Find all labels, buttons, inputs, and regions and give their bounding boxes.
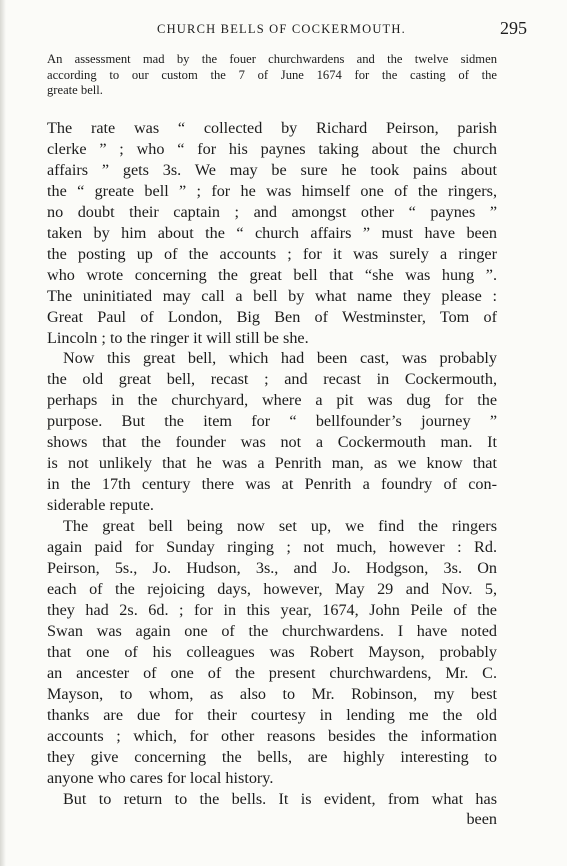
text-line: the posting up of the accounts ; for it was surely a ringer	[47, 244, 497, 263]
text-line: who wrote concerning the great bell that “she was hung ”.	[47, 265, 497, 284]
text-line: Lincoln ; to the ringer it will still be she.	[47, 328, 309, 347]
paragraph-first-line: Now this great bell, which had been cast, was probably	[63, 349, 497, 368]
text-line: siderable repute.	[47, 496, 154, 515]
text-line: again paid for Sunday ringing ; not much, however : Rd.	[47, 538, 497, 557]
text-line: Great Paul of London, Big Ben of Westminster, Tom of	[47, 307, 497, 326]
text-line: Mayson, to whom, as also to Mr. Robinson, my best	[47, 684, 497, 703]
paragraph-first-line: But to return to the bells. It is evident, from what has	[63, 789, 497, 808]
text-line: Swan was again one of the churchwardens. I have noted	[47, 621, 497, 640]
text-line: accounts ; which, for other reasons besides the information	[47, 726, 497, 745]
text-line: that one of his colleagues was Robert Mayson, probably	[47, 642, 497, 661]
text-line: is not unlikely that he was a Penrith man, as we know that	[47, 454, 497, 473]
text-line: the old great bell, recast ; and recast in Cockermouth,	[47, 370, 497, 389]
extract-line: greate bell.	[47, 83, 103, 98]
catchword-line: been	[466, 810, 497, 829]
text-line: The rate was “ collected by Richard Peirson, parish	[47, 119, 497, 137]
text-line: anyone who cares for local history.	[47, 768, 274, 787]
extract-line: An assessment mad by the fouer churchwardens and the twelve sidmen	[47, 52, 497, 66]
page-number: 295	[500, 18, 527, 38]
text-line: they give concerning the bells, are highly interesting to	[47, 747, 497, 766]
running-title: CHURCH BELLS OF COCKERMOUTH.	[157, 22, 406, 36]
page-gutter-shadow	[0, 0, 6, 866]
text-line: Peirson, 5s., Jo. Hudson, 3s., and Jo. Hodgson, 3s. On	[47, 559, 497, 578]
text-line: perhaps in the churchyard, where a pit was dug for the	[47, 391, 497, 410]
quoted-assessment-heading	[47, 52, 497, 99]
text-line: thanks are due for their courtesy in lending me the old	[47, 705, 497, 724]
extract-line: according to our custom the 7 of June 1674 for the casting of the	[47, 67, 497, 82]
text-line: they had 2s. 6d. ; for in this year, 1674, John Peile of the	[47, 600, 497, 619]
text-line: an ancester of one of the present churchwardens, Mr. C.	[47, 663, 497, 682]
text-line: shows that the founder was not a Cockermouth man. It	[47, 433, 497, 452]
text-line: no doubt their captain ; and amongst other “ paynes ”	[47, 202, 497, 221]
text-line: in the 17th century there was at Penrith a foundry of con-	[47, 475, 497, 494]
running-head	[48, 18, 527, 42]
text-line: clerke ” ; who “ for his paynes taking about the church	[47, 139, 497, 158]
text-line: purpose. But the item for “ bellfounder’s journey ”	[47, 412, 497, 431]
paragraph-first-line: The great bell being now set up, we find the ringers	[63, 517, 497, 536]
text-line: each of the rejoicing days, however, May 29 and Nov. 5,	[47, 579, 497, 598]
text-line: The uninitiated may call a bell by what name they please :	[47, 286, 497, 305]
text-line: the “ greate bell ” ; for he was himself one of the ringers,	[47, 181, 497, 200]
text-line: taken by him about the “ church affairs ” must have been	[47, 223, 497, 242]
body-text	[47, 118, 497, 830]
text-line: affairs ” gets 3s. We may be sure he took pains about	[47, 160, 497, 179]
